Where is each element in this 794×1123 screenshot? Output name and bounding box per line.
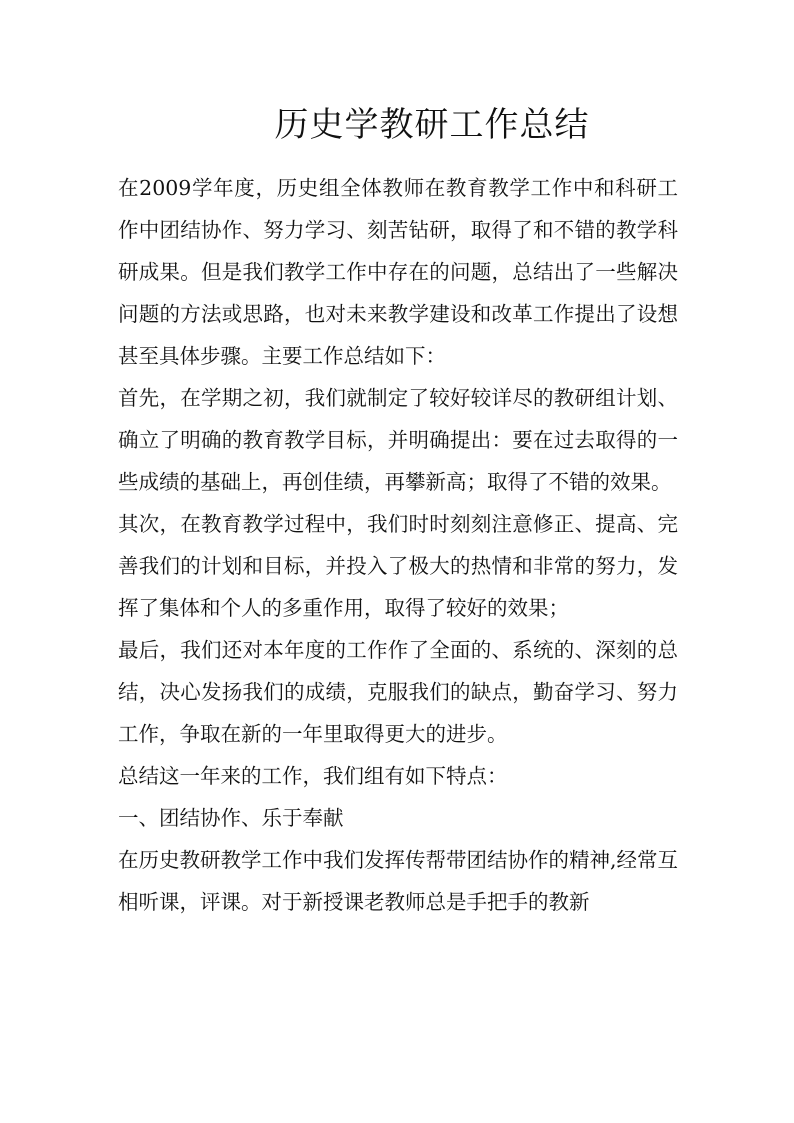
paragraph-first: 首先，在学期之初，我们就制定了较好较详尽的教研组计划、确立了明确的教育教学目标，并明确提出：要在过去取得的一些成绩的基础上，再创佳绩，再攀新高；取得了不错的效果。 bbox=[118, 386, 678, 494]
paragraph-intro: 在2009学年度，历史组全体教师在教育教学工作中和科研工作中团结协作、努力学习、刻苦钻研，取得了和不错的教学科研成果。但是我们教学工作中存在的问题，总结出了一些解决问题的方法或思路，也对未来教学建设和改革工作提出了设想甚至具体步骤。主要工作总结如下： bbox=[118, 176, 678, 368]
paragraph-last: 最后，我们还对本年度的工作作了全面的、系统的、深刻的总结，决心发扬我们的成绩，克服我们的缺点，勤奋学习、努力工作，争取在新的一年里取得更大的进步。 bbox=[118, 638, 678, 746]
document-body bbox=[118, 167, 678, 923]
paragraph-summary-lead: 总结这一年来的工作，我们组有如下特点： bbox=[118, 764, 508, 788]
section-heading-1: 一、团结协作、乐于奉献 bbox=[118, 806, 344, 830]
document-title: 历史学教研工作总结 bbox=[274, 105, 590, 145]
paragraph-section-1: 在历史教研教学工作中我们发挥传帮带团结协作的精神,经常互相听课，评课。对于新授课老教师总是手把手的教新 bbox=[118, 848, 679, 914]
paragraph-second: 其次，在教育教学过程中，我们时时刻刻注意修正、提高、完善我们的计划和目标，并投入了极大的热情和非常的努力，发挥了集体和个人的多重作用，取得了较好的效果； bbox=[118, 512, 678, 620]
